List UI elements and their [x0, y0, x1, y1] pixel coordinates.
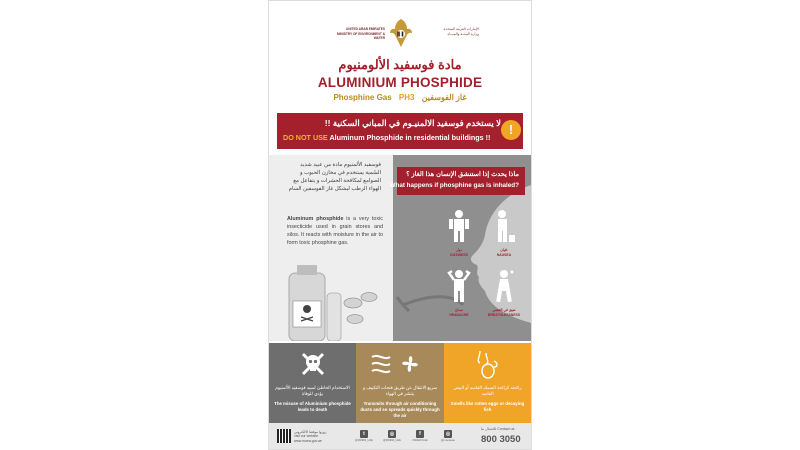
fact-ventilation-ar: سريع الانتقال عن طريق فتحات التكييف و ينتشر في الهواء [362, 385, 438, 396]
social-twitter[interactable] [354, 430, 374, 442]
uae-falcon-emblem-icon [387, 17, 415, 49]
breathless-person-icon [492, 269, 516, 303]
warning-banner [277, 113, 523, 149]
symptom-dizziness [439, 209, 479, 257]
title-english: ALUMINIUM PHOSPHIDE [317, 75, 483, 90]
symptom-dizziness-en: DIZZINESS [450, 252, 468, 257]
vomiting-person-icon [492, 209, 516, 243]
social-instagram[interactable] [382, 430, 402, 442]
ministry-name-ar [419, 27, 479, 36]
website-label-ar: زوروا موقعنا الالكتروني [294, 430, 327, 434]
warning-text-en-rest: Aluminum Phosphide in residential buildings !! [327, 133, 491, 142]
ministry-ar: وزارة البيئــة والميــاه [447, 31, 479, 36]
qr-code-icon[interactable] [277, 429, 291, 443]
social-instagram-2[interactable] [438, 430, 458, 442]
website-url[interactable]: www.moew.gov.ae [294, 438, 322, 443]
warning-text-en [283, 133, 503, 142]
contact-label-en: Contact us [497, 427, 515, 431]
twitter-icon[interactable]: t [360, 430, 368, 438]
description-arabic: فوسفيد الألمنيوم مادة من عبيد شديد السُمية يستخدم في مخازن الحبوب و الصوامع لمكافحة الحشرات و يتفاعل مع الهواء الرطب ليشكل غاز الفوسفين السام [288, 162, 381, 192]
symptom-nausea-en: NAUSEA [496, 252, 512, 257]
ministry-en: MINISTRY OF ENVIRONMENT & WATER [337, 31, 385, 41]
smell-nose-icon [474, 349, 502, 379]
social-facebook[interactable] [410, 430, 430, 442]
emirates-en: UNITED ARAB EMIRATES [346, 27, 385, 31]
facebook-icon[interactable]: f [416, 430, 424, 438]
social-instagram-label: @MOEW_UAE [383, 439, 401, 442]
gas-subtitle [269, 93, 531, 102]
fact-smell-en: Smells like rotten eggs or decaying fish [450, 401, 525, 412]
title-arabic: مادة فوسفيد الألومنيوم [338, 57, 462, 72]
fact-panel-ventilation [356, 343, 444, 423]
fact-death-ar: الاستخدام الخاطئ لمبيد فوسفيد الألمنيوم يؤدي للوفاة [275, 385, 350, 396]
ventilation-fan-icon [370, 351, 430, 377]
fact-panel-smell [444, 343, 531, 423]
footer [269, 423, 531, 450]
social-twitter-label: @MOEW_UAE [355, 439, 373, 442]
symptom-breathlessness-ar: ضيق في التنفس [492, 308, 516, 312]
social-instagram-2-label: @moewuae [441, 439, 455, 442]
warning-do-not-use: DO NOT USE [283, 133, 328, 142]
gas-formula: PH3 [398, 93, 415, 102]
ministry-name-en [325, 27, 385, 41]
symptom-headache-en: HEADACHE [449, 312, 469, 317]
skull-crossbones-icon [300, 351, 326, 377]
poster [268, 0, 532, 450]
headache-person-icon [447, 269, 471, 303]
ministry-header [269, 15, 531, 55]
fact-death-en: The misuse of Aluminium phosphide leads to death [274, 401, 351, 412]
website-label-en: visit our website [294, 434, 319, 439]
inhalation-question-box [389, 167, 525, 195]
description-english-bold: Aluminum phosphide [287, 216, 344, 222]
description-english [287, 215, 383, 247]
symptom-dizziness-ar: دوار [456, 248, 462, 252]
symptom-breathlessness-en: BREATHLESSNESS [488, 312, 520, 317]
symptom-headache [439, 269, 479, 317]
website-info [294, 430, 326, 443]
gas-name-ar: غاز الفوسفين [421, 93, 467, 102]
warning-text-ar: لا يستخدم فوسفيد الالمنيـوم في المباني السكنية !! [324, 118, 501, 128]
question-arabic: ماذا يحدث إذا استنشق الإنسان هذا الغاز ؟ [406, 171, 519, 178]
fact-smell-ar: رائحته كرائحة السمك الفاسد أو البيض الفاسد [453, 385, 522, 396]
contact-phone[interactable]: 800 3050 [481, 434, 521, 445]
gas-name-en: Phosphine Gas [333, 93, 392, 102]
contact-label [481, 427, 514, 431]
instagram-icon[interactable]: ◎ [445, 431, 451, 437]
symptom-breathlessness [484, 269, 524, 317]
social-facebook-label: /MOEW.UAE [412, 439, 428, 442]
symptom-nausea [484, 209, 524, 257]
question-english: What happens if phosphine gas is inhaled? [389, 182, 519, 189]
description-english-rest: is a very toxic insecticide used in grain stores and silos. It reacts with moisture in the air to form toxic phosphine gas. [287, 216, 383, 246]
chemical-bottle-illustration-icon [279, 263, 389, 341]
symptom-nausea-ar: غثيان [500, 248, 508, 252]
exclamation-icon: ! [501, 120, 521, 140]
instagram-icon[interactable]: ◎ [389, 431, 395, 437]
dizzy-person-icon [447, 209, 471, 243]
fact-panel-death [269, 343, 356, 423]
contact-label-ar: للاتصال بنا [481, 427, 497, 431]
fact-ventilation-en: Transmits through air conditioning ducts and so spreads quickly through the air [360, 401, 440, 418]
symptom-headache-ar: صداع [455, 308, 463, 312]
emirates-ar: الإمارات العربية المتحدة [443, 27, 479, 31]
facts-panels [269, 343, 531, 423]
